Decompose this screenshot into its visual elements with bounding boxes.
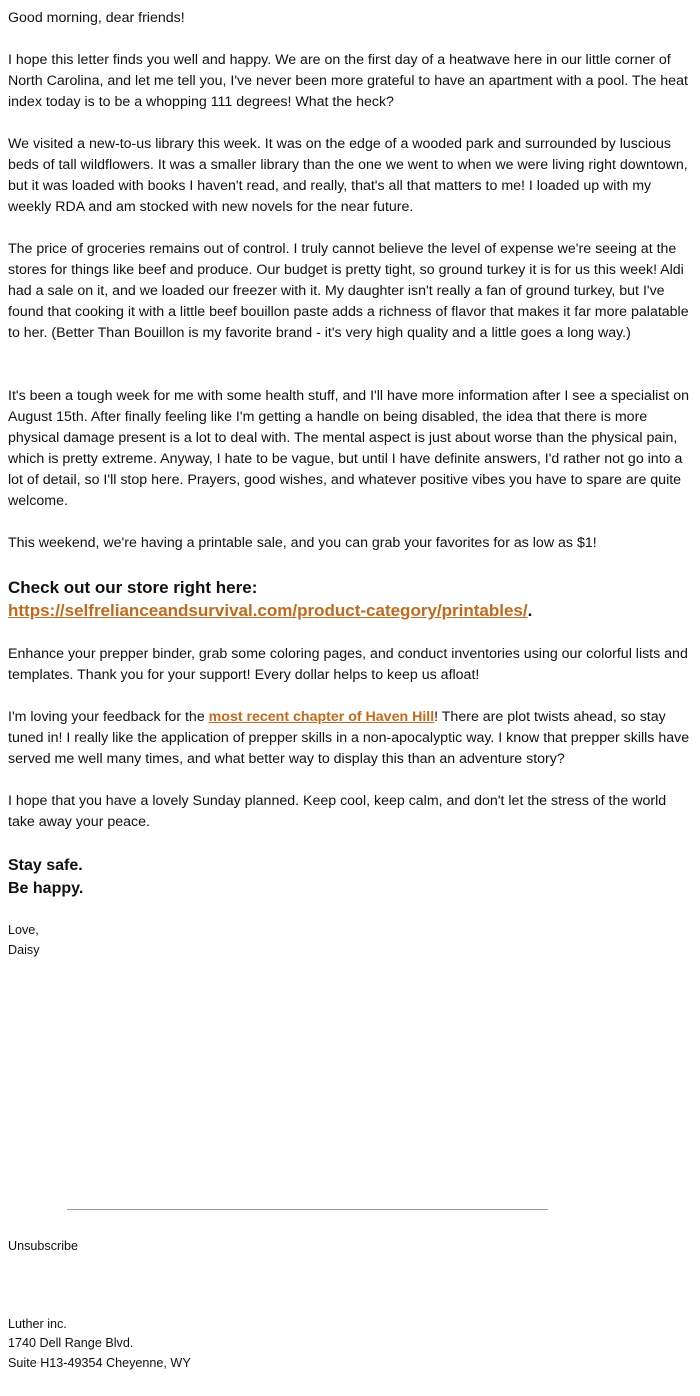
paragraph-health: It's been a tough week for me with some health stuff, and I'll have more information after I see a specialist on August 15th. After finally feeling like I'm getting a handle on being disabled, the idea that there is more physical damage present is a lot to deal with. The mental aspect is just about worse than the physical pain, which is pretty extreme. Anyway, I hate to be vague, but until I have definite answers, I'd rather not go into a lot of detail, so I'll stop here. Prayers, good wishes, and whatever positive vibes you have to spare are quite welcome. [8, 388, 689, 509]
store-link[interactable]: https://selfrelianceandsurvival.com/product-category/printables/ [8, 601, 528, 620]
paragraph-sale: This weekend, we're having a printable sale, and you can grab your favorites for as low as $1! [8, 535, 597, 551]
closing-name: Daisy [8, 943, 40, 957]
haven-hill-text-after: ! There are plot twists ahead, so stay tuned in! I really like the application of prepper skills in a non-apocalyptic way. I know that prepper skills have served me well many times, and what better way to display this than an adventure story? [8, 709, 690, 767]
footer-divider [67, 1209, 548, 1210]
footer-company: Luther inc. [8, 1317, 67, 1331]
signoff-stay-safe: Stay safe. [8, 857, 83, 874]
greeting: Good morning, dear friends! [8, 10, 185, 26]
signoff-be-happy: Be happy. [8, 880, 84, 897]
footer-address-line2: Suite H13-49354 Cheyenne, WY [8, 1356, 191, 1370]
footer-address-line1: 1740 Dell Range Blvd. [8, 1336, 134, 1350]
unsubscribe-link[interactable]: Unsubscribe [8, 1239, 78, 1253]
paragraph-sunday: I hope that you have a lovely Sunday planned. Keep cool, keep calm, and don't let the stress of the world take away your peace. [8, 793, 667, 830]
haven-hill-text-before: I'm loving your feedback for the [8, 709, 209, 725]
haven-hill-link[interactable]: most recent chapter of Haven Hill [208, 709, 435, 725]
store-link-period: . [527, 601, 533, 620]
paragraph-printables: Enhance your prepper binder, grab some coloring pages, and conduct inventories using our colorful lists and templates. Thank you for your support! Every dollar helps to keep us afloat! [8, 646, 688, 683]
paragraph-heatwave: I hope this letter finds you well and happy. We are on the first day of a heatwave here in our little corner of North Carolina, and let me tell you, I've never been more grateful to have an apartment with a pool. The heat index today is to be a whopping 111 degrees! What the heck? [8, 52, 688, 110]
closing-love: Love, [8, 923, 39, 937]
paragraph-haven-hill [8, 707, 692, 770]
paragraph-groceries: The price of groceries remains out of control. I truly cannot believe the level of expense we're seeing at the stores for things like beef and produce. Our budget is pretty tight, so ground turkey it is for us this week! Aldi had a sale on it, and we loaded our freezer with it. My daughter isn't really a fan of ground turkey, but I've found that cooking it with a little beef bouillon paste adds a richness of flavor that makes it far more palatable to her. (Better Than Bouillon is my favorite brand - it's very high quality and a little goes a long way.) [8, 241, 689, 341]
paragraph-library: We visited a new-to-us library this week. It was on the edge of a wooded park and surrounded by luscious beds of tall wildflowers. It was a smaller library than the one we went to when we were living right downtown, but it was loaded with books I haven't read, and really, that's all that matters to me! I loaded up with my weekly RDA and am stocked with new novels for the near future. [8, 136, 688, 215]
store-heading: Check out our store right here: [8, 578, 258, 597]
store-callout [8, 576, 692, 622]
